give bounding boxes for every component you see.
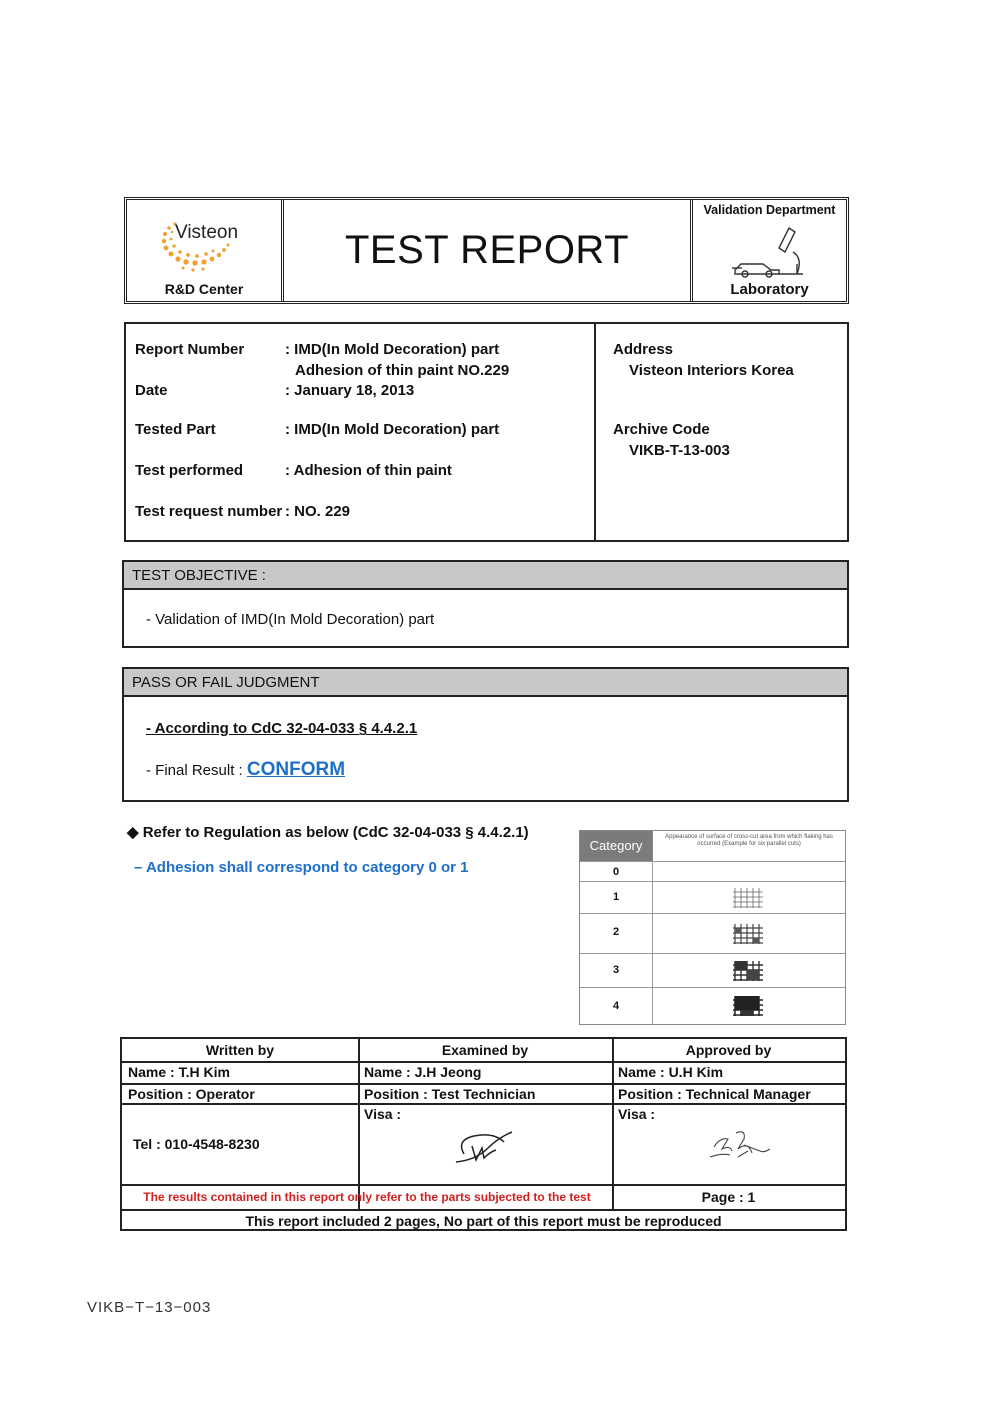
tested-part-value: : IMD(In Mold Decoration) part: [285, 421, 500, 438]
category-table: [579, 830, 846, 1025]
final-result-label: - Final Result :: [146, 762, 243, 779]
sig-hline-5: [122, 1209, 845, 1211]
writer-tel: Tel : 010-4548-8230: [133, 1136, 260, 1152]
crosscut-grid-3-icon: [731, 959, 765, 983]
test-objective-text: - Validation of IMD(In Mold Decoration) part: [146, 611, 435, 628]
date-value: : January 18, 2013: [285, 382, 415, 399]
final-result-value: CONFORM: [246, 759, 346, 780]
document-code: VIKB−T−13−003: [87, 1299, 212, 1316]
writer-name: Name : T.H Kim: [128, 1064, 230, 1080]
regulation-note: – Adhesion shall correspond to category 0 or 1: [134, 859, 469, 876]
signature-table: [120, 1037, 847, 1231]
logo-cell: [127, 200, 284, 301]
crosscut-grid-2-icon: [731, 922, 765, 946]
judgment-heading: PASS OR FAIL JUDGMENT: [124, 669, 847, 697]
regulation-text: Refer to Regulation as below (CdC 32-04-033 § 4.4.2.1): [142, 824, 529, 841]
info-divider: [594, 324, 596, 540]
examiner-visa-label: Visa :: [364, 1106, 402, 1122]
archive-code-label: Archive Code: [613, 421, 710, 438]
date-label: Date: [135, 382, 168, 399]
address-value: Visteon Interiors Korea: [629, 362, 794, 379]
category-number: 1: [612, 891, 620, 903]
lab-cell: [693, 200, 846, 301]
request-number-value: : NO. 229: [285, 503, 351, 520]
test-performed-label: Test performed: [135, 462, 244, 479]
logo-text: Visteon: [175, 222, 239, 243]
address-label: Address: [613, 341, 674, 358]
laboratory-label: Laboratory: [730, 281, 809, 298]
report-info-box: [124, 322, 849, 542]
department-label: Validation Department: [703, 203, 836, 217]
microscope-car-icon: [731, 224, 811, 280]
category-row-2: [580, 913, 845, 954]
archive-code-value: VIKB-T-13-003: [629, 442, 730, 459]
category-number: 0: [612, 866, 620, 878]
approver-visa-label: Visa :: [618, 1106, 656, 1122]
examiner-position: Position : Test Technician: [364, 1086, 536, 1102]
crosscut-grid-1-icon: [731, 886, 765, 910]
examiner-signature-icon: [452, 1124, 516, 1172]
page-number: Page : 1: [701, 1189, 756, 1205]
sig-hline-4: [122, 1184, 845, 1186]
test-objective-heading: TEST OBJECTIVE :: [124, 562, 847, 590]
footer-notice: This report included 2 pages, No part of this report must be reproduced: [245, 1213, 722, 1229]
crosscut-grid-4-icon: [731, 994, 765, 1018]
report-number-label: Report Number: [135, 341, 245, 358]
report-number-value-2: Adhesion of thin paint NO.229: [295, 362, 510, 379]
examined-by-header: Examined by: [441, 1042, 529, 1058]
final-result-row: [146, 759, 345, 781]
category-number: 4: [612, 1000, 620, 1012]
report-number-value: : IMD(In Mold Decoration) part: [285, 341, 500, 358]
category-row-3: [580, 953, 845, 988]
approver-name: Name : U.H Kim: [618, 1064, 724, 1080]
category-number: 3: [612, 964, 620, 976]
approver-position: Position : Technical Manager: [618, 1086, 811, 1102]
tested-part-label: Tested Part: [135, 421, 216, 438]
sig-hline-3: [122, 1103, 845, 1105]
category-row-0: [580, 861, 845, 882]
test-performed-value: : Adhesion of thin paint: [285, 462, 452, 479]
judgment-according: - According to CdC 32-04-033 § 4.4.2.1: [146, 720, 418, 737]
examiner-name: Name : J.H Jeong: [364, 1064, 482, 1080]
sig-hline-1: [122, 1061, 845, 1063]
page-title: TEST REPORT: [344, 228, 630, 272]
approver-signature-icon: [704, 1123, 774, 1169]
category-row-1: [580, 881, 845, 914]
category-header: Category: [580, 831, 652, 861]
category-number: 2: [612, 926, 620, 938]
writer-position: Position : Operator: [128, 1086, 255, 1102]
disclaimer-text: The results contained in this report only refer to the parts subjected to the test: [143, 1190, 591, 1204]
written-by-header: Written by: [205, 1042, 275, 1058]
approved-by-header: Approved by: [685, 1042, 772, 1058]
request-number-label: Test request number: [135, 503, 283, 520]
sig-hline-2: [122, 1083, 845, 1085]
regulation-line: [127, 823, 529, 841]
category-row-4: [580, 987, 845, 1026]
report-header: [124, 197, 849, 304]
category-desc-header: Appearance of surface of cross-cut area from which flaking has occurred (Example for six parallel cuts): [652, 831, 845, 861]
test-objective-section: [122, 560, 849, 648]
title-cell: [284, 200, 693, 301]
rd-center-label: R&D Center: [164, 281, 244, 297]
diamond-bullet-icon: ◆: [127, 824, 139, 841]
judgment-section: [122, 667, 849, 802]
